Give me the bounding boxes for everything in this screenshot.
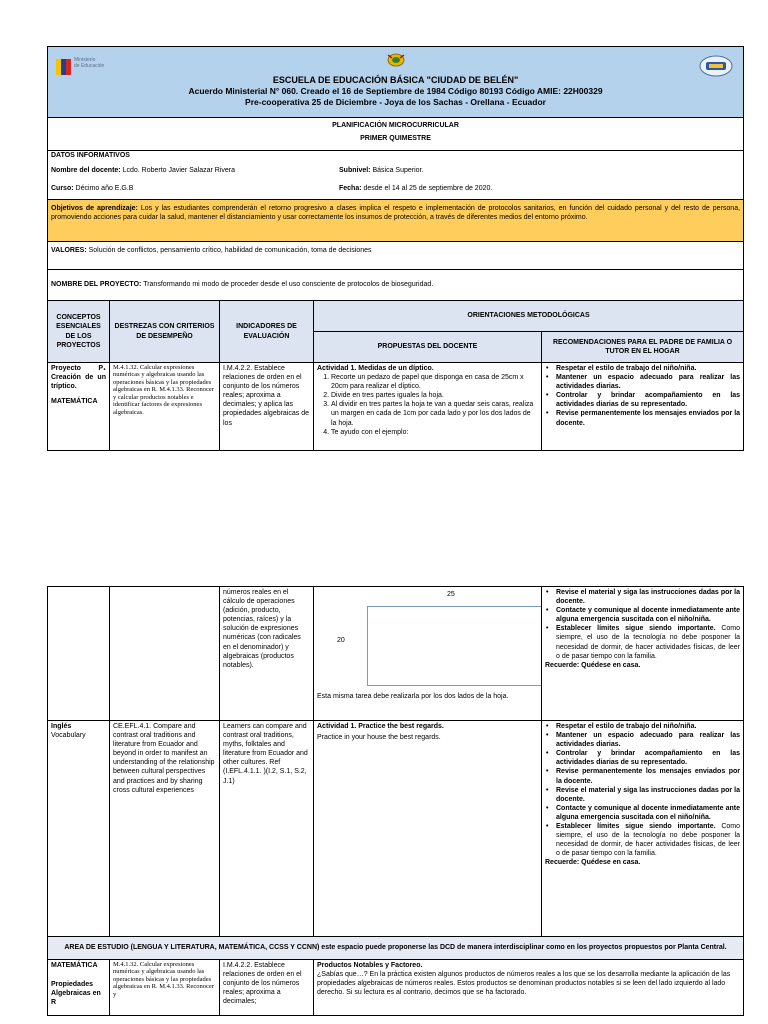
school-emblem-icon [699,55,733,77]
recommendation-item: • Revise permanentemente los mensajes enviados por la docente. [556,409,740,427]
row2-note: Esta misma tarea debe realizarla por los dos lados de la hoja. [317,693,509,700]
recommendation-item: • Respetar el estilo de trabajo del niño/niña. [556,722,740,731]
row1-concept-cell [48,363,110,451]
project-label: NOMBRE DEL PROYECTO: [51,281,142,289]
location-line: Pre-cooperativa 25 de Diciembre - Joya de los Sachas - Orellana - Ecuador [245,96,546,107]
row2-indicator: números reales en el cálculo de operaciones (adición, producto, potencias, raíces) y la solución de expresiones numéricas (con radicales en el denominador) y algebraicas (productos notables). [220,587,314,721]
area-note: AREA DE ESTUDIO (LENGUA Y LITERATURA, MATEMÁTICA, CCSS Y CCNN) este espacio puede proponerse las DCD de manera interdisciplinar como en los proyectos propuestos por Planta Central. [48,937,744,960]
ministry-logo-text: Ministerio de Educación [74,57,105,69]
agreement-line: Acuerdo Ministerial N° 060. Creado el 16 de Septiembre de 1984 Código 80193 Código AMIE: 22H00329 [188,86,603,96]
col-header-proposals: PROPUESTAS DEL DOCENTE [314,332,542,363]
values-cell [48,242,744,270]
row4-content-cell [314,960,744,1016]
diagram-rectangle [367,606,542,686]
row3-proposal-cell [314,721,542,937]
school-name: ESCUELA DE EDUCACIÓN BÁSICA "CIUDAD DE BELÉN" [272,74,519,85]
row2-skills-cell [110,587,220,721]
row1-subject: MATEMÁTICA [51,398,98,406]
values-text: Solución de conflictos, pensamiento crítico, habilidad de comunicación, toma de decisiones [86,247,372,254]
recommendation-item: • Controlar y brindar acompañamiento en las actividades diarias de su representado. [556,749,740,767]
info-section-title: DATOS INFORMATIVOS [51,152,130,159]
school-header [48,47,744,118]
course-field: Curso: Décimo año E.G.B [51,185,134,192]
diagram-width-label: 25 [447,591,455,598]
sublevel-field: Subnivel: Básica Superior. [339,167,424,174]
row1-recommendations-cell [542,363,744,451]
objectives-cell [48,200,744,242]
row3-recommendations [545,722,740,858]
col-header-concepts: CONCEPTOS ESENCIALES DE LOS PROYECTOS [48,301,110,363]
values-label: VALORES: [51,247,87,254]
row3-indicator: Learners can compare and contrast oral traditions, myths, folktales and literature from Ecuador and other cultures. Ref (I.EFL.4.1.1. )(I.2, S.1, S.2, J.1) [220,721,314,937]
col-header-skills: DESTREZAS CON CRITERIOS DE DESEMPEÑO [110,301,220,363]
row4-subject-cell [48,960,110,1016]
row1-concept: Proyecto P₁ Creación de un tríptico. [51,365,106,391]
row2-remember: Recuerde: Quédese en casa. [545,661,641,669]
project-cell [48,270,744,301]
row4-skills: M.4.1.32. Calcular expresiones numéricas y algebraicas usando las operaciones básicas y las propiedades algebraicas en R. M.4.1.33. Reconocer y [110,960,220,1016]
diagram-height-label: 20 [337,637,345,644]
recommendation-item: • Contacte y comunique al docente inmediatamente ante alguna emergencia suscitada con el niño/niña. [556,606,740,624]
row1-step: 2. Divide en tres partes iguales la hoja. [331,391,538,400]
recommendation-item: • Respetar el estilo de trabajo del niño/niña. [556,364,740,373]
row1-skills: M.4.1.32. Calcular expresiones numéricas y algebraicas usando las operaciones básicas y las propiedades algebraicas en R. M.4.1.33. Reconocer y calcular productos notables e identificar factores de expresiones algebraicas. [110,363,220,451]
row1-step: 1. Recorte un pedazo de papel que disponga en casa de 25cm x 20cm para realizar el díptico. [331,373,538,391]
coat-of-arms-icon [384,51,408,67]
row1-step: 3. Al dividir en tres partes la hoja te van a quedar seis caras, realiza un margen en cada de 1cm por cada lado y por los dos lados de la hoja. [331,400,538,427]
row3-topic: Vocabulary [51,732,86,740]
plan-period: PRIMER QUIMESTRE [360,135,431,143]
recommendation-item: • Establecer límites sigue siendo importante. Como siempre, el uso de la tecnología no debe posponer la necesidad de dormir, de hacer actividades físicas, de leer o de pasar tiempo con la familia. [556,624,740,660]
row3-subject: Inglés [51,723,72,730]
col-header-orientations: ORIENTACIONES METODOLÓGICAS [314,301,744,332]
diptico-diagram [317,588,538,684]
teacher-field: Nombre del docente: Lcdo. Roberto Javier Salazar Rivera [51,167,236,174]
recommendation-item: • Revise el material y siga las instrucciones dadas por la docente. [556,786,740,804]
recommendation-item: • Revise el material y siga las instrucciones dadas por la docente. [556,588,740,606]
project-text: Transformando mi modo de proceder desde el uso consciente de protocolos de bioseguridad. [141,281,434,289]
row1-step: 4. Te ayudo con el ejemplo: [331,428,538,437]
row3-recommendations-cell [542,721,744,937]
plan-title: PLANIFICACIÓN MICROCURRICULAR [332,122,459,129]
row3-activity-title: Actividad 1. Practice the best regards. [317,723,444,730]
row4-title: Productos Notables y Factoreo. [317,962,423,969]
recommendation-item: • Mantener un espacio adecuado para realizar las actividades diarias. [556,373,740,391]
row2-recommendations-cell [542,587,744,721]
recommendation-item: • Contacte y comunique al docente inmediatamente ante alguna emergencia suscitada con el niño/niña. [556,804,740,822]
planning-table-page-2 [47,586,744,1016]
recommendation-item: • Mantener un espacio adecuado para realizar las actividades diarias. [556,731,740,749]
objectives-label: Objetivos de aprendizaje: [51,205,138,212]
row1-proposal-cell [314,363,542,451]
recommendation-item: • Establecer límites sigue siendo importante. Como siempre, el uso de la tecnología no debe posponer la necesidad de dormir, de hacer actividades físicas, de leer o de pasar tiempo con la familia. [556,822,740,858]
row1-recommendations [545,364,740,428]
row1-activity-title: Actividad 1. Medidas de un díptico. [317,365,434,372]
recommendation-item: • Revise permanentemente los mensajes enviados por la docente. [556,767,740,785]
date-field: Fecha: desde el 14 al 25 de septiembre de 2020. [339,185,493,192]
plan-title-cell [48,118,744,151]
row3-activity-text: Practice in your house the best regards. [317,734,441,742]
row4-topic: Propiedades Algebraicas en R [51,981,101,1007]
row2-recommendations [545,588,740,661]
row2-proposal-cell [314,587,542,721]
row4-subject: MATEMÁTICA [51,962,98,969]
row4-text: ¿Sabías que…? En la práctica existen algunos productos de números reales a los que se los desarrolla mediante la aplicación de las propiedades algebraicas de números reales. Estos productos se denominan productos notables si se leen del lado izquierdo al lado derecho. Si su lectura es al contrario, decimos que se ha factorado. [317,971,731,997]
col-header-recommendations: RECOMENDACIONES PARA EL PADRE DE FAMILIA O TUTOR EN EL HOGAR [542,332,744,363]
row3-skills: CE.EFL.4.1. Compare and contrast oral traditions and literature from Ecuador and beyond in order to manifest an understanding of the relationship between cultural perspectives and practices and by sharing cross cultural experiences [110,721,220,937]
info-cell [48,151,744,200]
objectives-text: Los y las estudiantes comprenderán el retorno progresivo a clases implica el respeto e implementación de protocolos sanitarios, en función del cuidado personal y del resto de persona, promoviendo acciones para cuidar la salud, mantener el distanciamiento y usar correctamente los insumos de protección, a través de diferentes medios del entorno próximo. [51,205,741,222]
row1-indicator: I.M.4.2.2. Establece relaciones de orden en el conjunto de los números reales; aproxima a decimales; y aplica las propiedades algebraicas de los [220,363,314,451]
planning-table-page-1 [47,46,744,451]
recommendation-item: • Controlar y brindar acompañamiento en las actividades diarias de su representado. [556,391,740,409]
col-header-indicators: INDICADORES DE EVALUACIÓN [220,301,314,363]
row4-indicator: I.M.4.2.2. Establece relaciones de orden en el conjunto de los números reales; aproxima a decimales; [220,960,314,1016]
row3-remember: Recuerde: Quédese en casa. [545,859,641,867]
row2-concept-cell [48,587,110,721]
row3-subject-cell [48,721,110,937]
row1-steps [317,373,538,437]
